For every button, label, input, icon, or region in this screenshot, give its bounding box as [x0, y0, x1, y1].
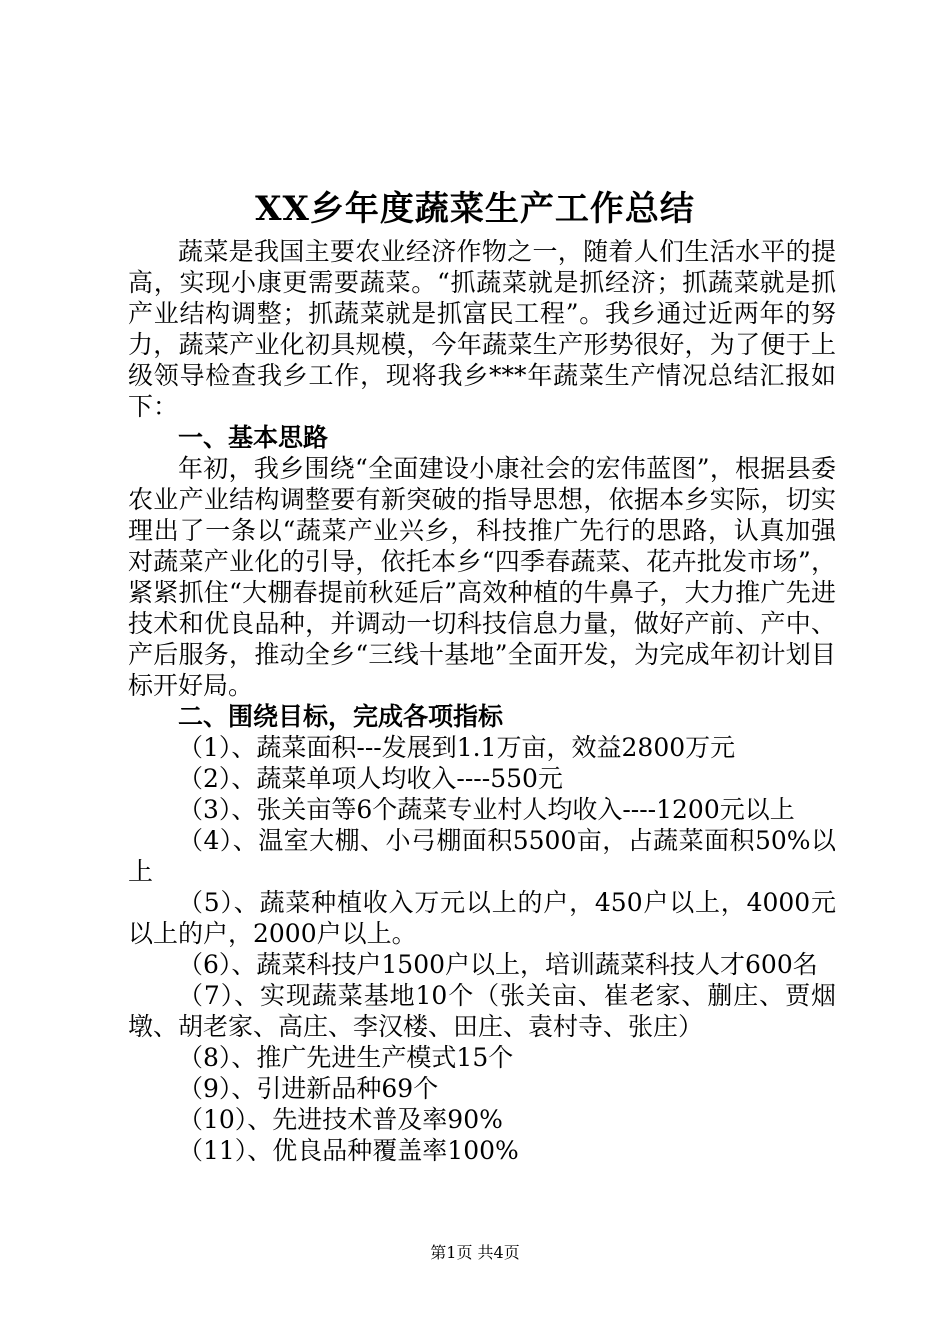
target-item-1: （1）、蔬菜面积---发展到1.1万亩，效益2800万元 [178, 733, 736, 762]
section-1-heading: 一、基本思路 [178, 423, 329, 452]
target-item-7: （7）、实现蔬菜基地10个（张关亩、崔老家、蒯庄、贾烟墩、胡老家、高庄、李汉楼、田庄、袁村寺、张庄） [128, 981, 836, 1041]
target-item-6: （6）、蔬菜科技户1500户以上，培训蔬菜科技人才600名 [178, 950, 818, 979]
section-2-heading: 二、围绕目标，完成各项指标 [178, 702, 504, 731]
page-footer: 第1页 共4页 [430, 1243, 520, 1262]
target-item-2: （2）、蔬菜单项人均收入----550元 [178, 764, 563, 793]
target-item-9: （9）、引进新品种69个 [178, 1074, 439, 1103]
target-item-10: （10）、先进技术普及率90% [178, 1105, 503, 1134]
document-body [128, 236, 836, 1166]
target-item-3: （3）、张关亩等6个蔬菜专业村人均收入----1200元以上 [178, 795, 795, 824]
target-item-4: （4）、温室大棚、小弓棚面积5500亩，占蔬菜面积50%以上 [128, 826, 836, 886]
target-list [128, 732, 836, 1166]
section-1-paragraph: 年初，我乡围绕“全面建设小康社会的宏伟蓝图”，根据县委农业产业结构调整要有新突破的指导思想，依据本乡实际，切实理出了一条以“蔬菜产业兴乡，科技推广先行的思路，认真加强对蔬菜产业化的引导，依托本乡“四季春蔬菜、花卉批发市场”，紧紧抓住“大棚春提前秋延后”高效种植的牛鼻子，大力推广先进技术和优良品种，并调动一切科技信息力量，做好产前、产中、产后服务，推动全乡“三线十基地”全面开发，为完成年初计划目标开好局。 [128, 454, 836, 700]
intro-paragraph: 蔬菜是我国主要农业经济作物之一，随着人们生活水平的提高，实现小康更需要蔬菜。“抓蔬菜就是抓经济；抓蔬菜就是抓产业结构调整；抓蔬菜就是抓富民工程”。我乡通过近两年的努力，蔬菜产业化初具规模，今年蔬菜生产形势很好，为了便于上级领导检查我乡工作，现将我乡***年蔬菜生产情况总结汇报如下： [128, 237, 836, 421]
target-item-8: （8）、推广先进生产模式15个 [178, 1043, 514, 1072]
target-item-11: （11）、优良品种覆盖率100% [178, 1136, 519, 1165]
document-title: XX乡年度蔬菜生产工作总结 [255, 189, 695, 229]
target-item-5: （5）、蔬菜种植收入万元以上的户，450户以上，4000元以上的户，2000户以上。 [128, 888, 836, 948]
